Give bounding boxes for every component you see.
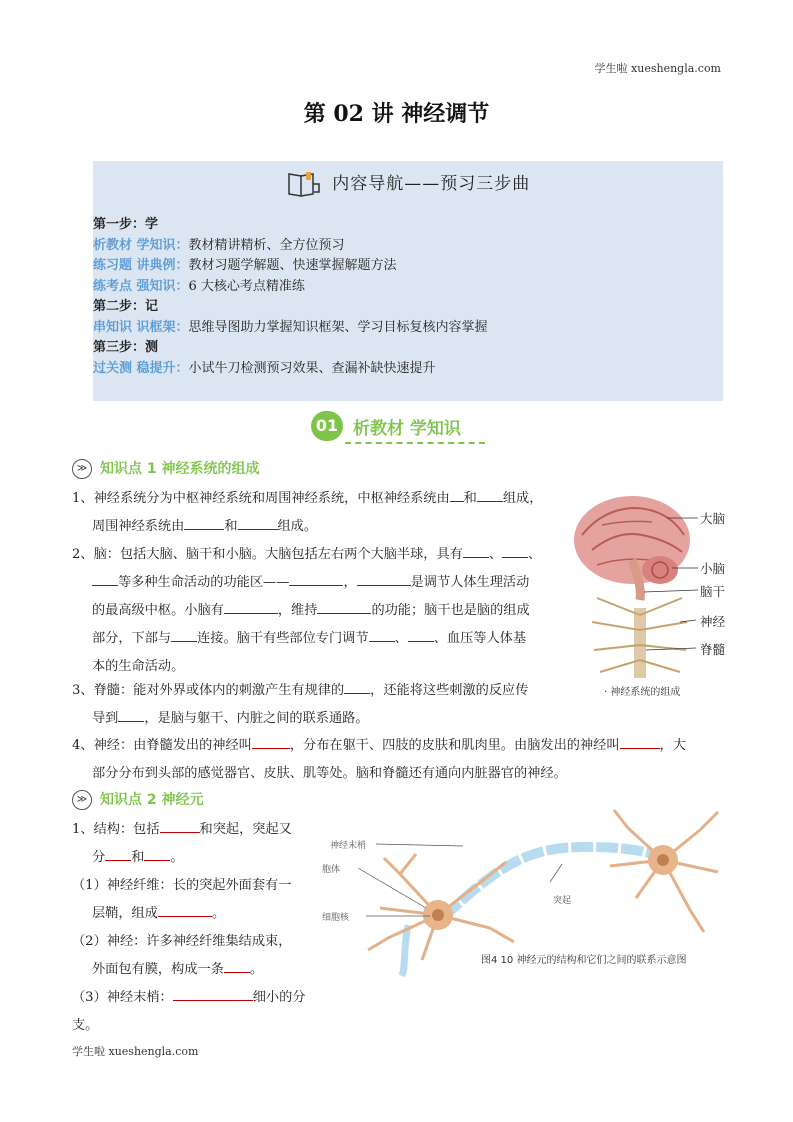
kp2-paragraph: 1、结构：包括 和突起，突起又 分 和 。 （1）神经纤维：长的突起外面套有一 层鞘，组成 。 （2）神经：许多神经纤维集结成束， 外面包有膜，构成一条 。 （3）神经末梢： 细小的分支。 xyxy=(72,816,312,1040)
label-nerve: 神经 xyxy=(700,614,726,629)
fill-blank[interactable] xyxy=(344,679,370,694)
content-navigation-box xyxy=(93,161,723,401)
nav-line2-text: 教材习题学解题、快速掌握解题方法 xyxy=(188,258,397,273)
knowledge-point-2-heading xyxy=(72,789,204,810)
fill-blank[interactable] xyxy=(173,986,253,1001)
footer-site: 学生啦 xueshengla.com xyxy=(72,1045,199,1058)
section-underline xyxy=(345,442,485,444)
fill-blank[interactable] xyxy=(160,818,200,833)
double-chevron-icon: ≫ xyxy=(72,790,92,810)
fill-blank[interactable] xyxy=(252,734,290,749)
page-title: 第 02 讲 神经调节 xyxy=(303,101,490,127)
label-process: 突起 xyxy=(553,896,572,906)
section-number: 01 xyxy=(311,411,343,441)
book-icon xyxy=(286,170,322,198)
nav-line2-label[interactable]: 练习题 讲典例： xyxy=(93,258,189,273)
kp1-paragraph-4: 4、神经：由脊髓发出的神经叫 ，分布在躯干、四肢的皮肤和肌肉里。由脑发出的神经叫 ，大 部分分布到头部的感觉器官、皮肤、肌等处。脑和脊髓还有通向内脏器官的神经。 xyxy=(72,732,732,788)
nav-line1-text: 教材精讲精析、全方位预习 xyxy=(188,237,345,253)
kp1-paragraph-1: 1、神经系统分为中枢神经系统和周围神经系统，中枢神经系统由 和 组成， 周围神经系统由 和 组成。 xyxy=(72,485,572,541)
fill-blank[interactable] xyxy=(171,627,197,642)
nav-line5-text: 小试牛刀检测预习效果、查漏补缺快速提升 xyxy=(188,360,436,376)
nav-line4-text: 思维导图助力掌握知识框架、学习目标复核内容掌握 xyxy=(188,319,488,335)
fill-blank[interactable] xyxy=(450,487,464,502)
fill-blank[interactable] xyxy=(408,627,434,642)
label-cerebrum: 大脑 xyxy=(700,511,726,526)
nav-step2: 第二步：记 xyxy=(93,299,159,314)
nav-line1-label[interactable]: 析教材 学知识： xyxy=(93,237,189,253)
neuron-figure-caption: 图4 10 神经元的结构和它们之间的联系示意图 xyxy=(481,955,687,966)
fill-blank[interactable] xyxy=(224,599,278,614)
kp1-paragraph-3: 3、脊髓：能对外界或体内的刺激产生有规律的 ，还能将这些刺激的反应传 导到 ，是脑与躯干、内脏之间的联系通路。 xyxy=(72,677,572,733)
nav-line5-label[interactable]: 过关测 稳提升： xyxy=(93,360,189,376)
knowledge-point-1-heading xyxy=(72,458,260,479)
label-cerebellum: 小脑 xyxy=(700,561,726,576)
nav-heading-text: 内容导航——预习三步曲 xyxy=(332,174,531,194)
brain-figure-caption: · 神经系统的组成 xyxy=(604,687,681,698)
fill-blank[interactable] xyxy=(620,734,660,749)
fill-blank[interactable] xyxy=(369,627,395,642)
label-cell-body: 胞体 xyxy=(322,865,341,875)
fill-blank[interactable] xyxy=(502,543,528,558)
fill-blank[interactable] xyxy=(463,543,489,558)
nav-heading xyxy=(93,169,723,198)
nav-line4-label[interactable]: 串知识 识框架： xyxy=(93,319,189,335)
fill-blank[interactable] xyxy=(105,846,131,861)
label-spinal-cord: 脊髓 xyxy=(700,642,726,657)
section-title: 析教材 学知识 xyxy=(353,419,461,439)
label-nucleus: 细胞核 xyxy=(322,913,350,923)
fill-blank[interactable] xyxy=(317,599,371,614)
fill-blank[interactable] xyxy=(289,571,343,586)
nav-line3-label[interactable]: 练考点 强知识： xyxy=(93,278,189,294)
fill-blank[interactable] xyxy=(118,707,144,722)
double-chevron-icon: ≫ xyxy=(72,459,92,479)
fill-blank[interactable] xyxy=(238,515,278,530)
kp1-paragraph-2: 2、脑：包括大脑、脑干和小脑。大脑包括左右两个大脑半球，具有 、 、 等多种生命活动的功能区—— ， 是调节人体生理活动 的最高级中枢。小脑有 ，维持 的功能；脑干也是脑的组成 部分，下部与 连接。脑干有些部位专门调节 、 、血压等人体基 本的生命活动。 xyxy=(72,541,572,681)
fill-blank[interactable] xyxy=(144,846,170,861)
kp2-title: 知识点 2 神经元 xyxy=(100,792,204,808)
section-banner xyxy=(311,411,491,445)
label-nerve-terminal: 神经末梢 xyxy=(330,841,367,851)
fill-blank[interactable] xyxy=(224,958,250,973)
fill-blank[interactable] xyxy=(477,487,503,502)
fill-blank[interactable] xyxy=(357,571,411,586)
label-brainstem: 脑干 xyxy=(700,584,726,599)
fill-blank[interactable] xyxy=(158,902,212,917)
nav-step3: 第三步：测 xyxy=(93,340,159,355)
kp1-title: 知识点 1 神经系统的组成 xyxy=(100,461,260,477)
fill-blank[interactable] xyxy=(92,571,118,586)
fill-blank[interactable] xyxy=(184,515,224,530)
nav-step1: 第一步：学 xyxy=(93,217,159,232)
nav-line3-text: 6 大核心考点精准练 xyxy=(188,278,305,294)
header-site: 学生啦 xueshengla.com xyxy=(594,62,721,75)
